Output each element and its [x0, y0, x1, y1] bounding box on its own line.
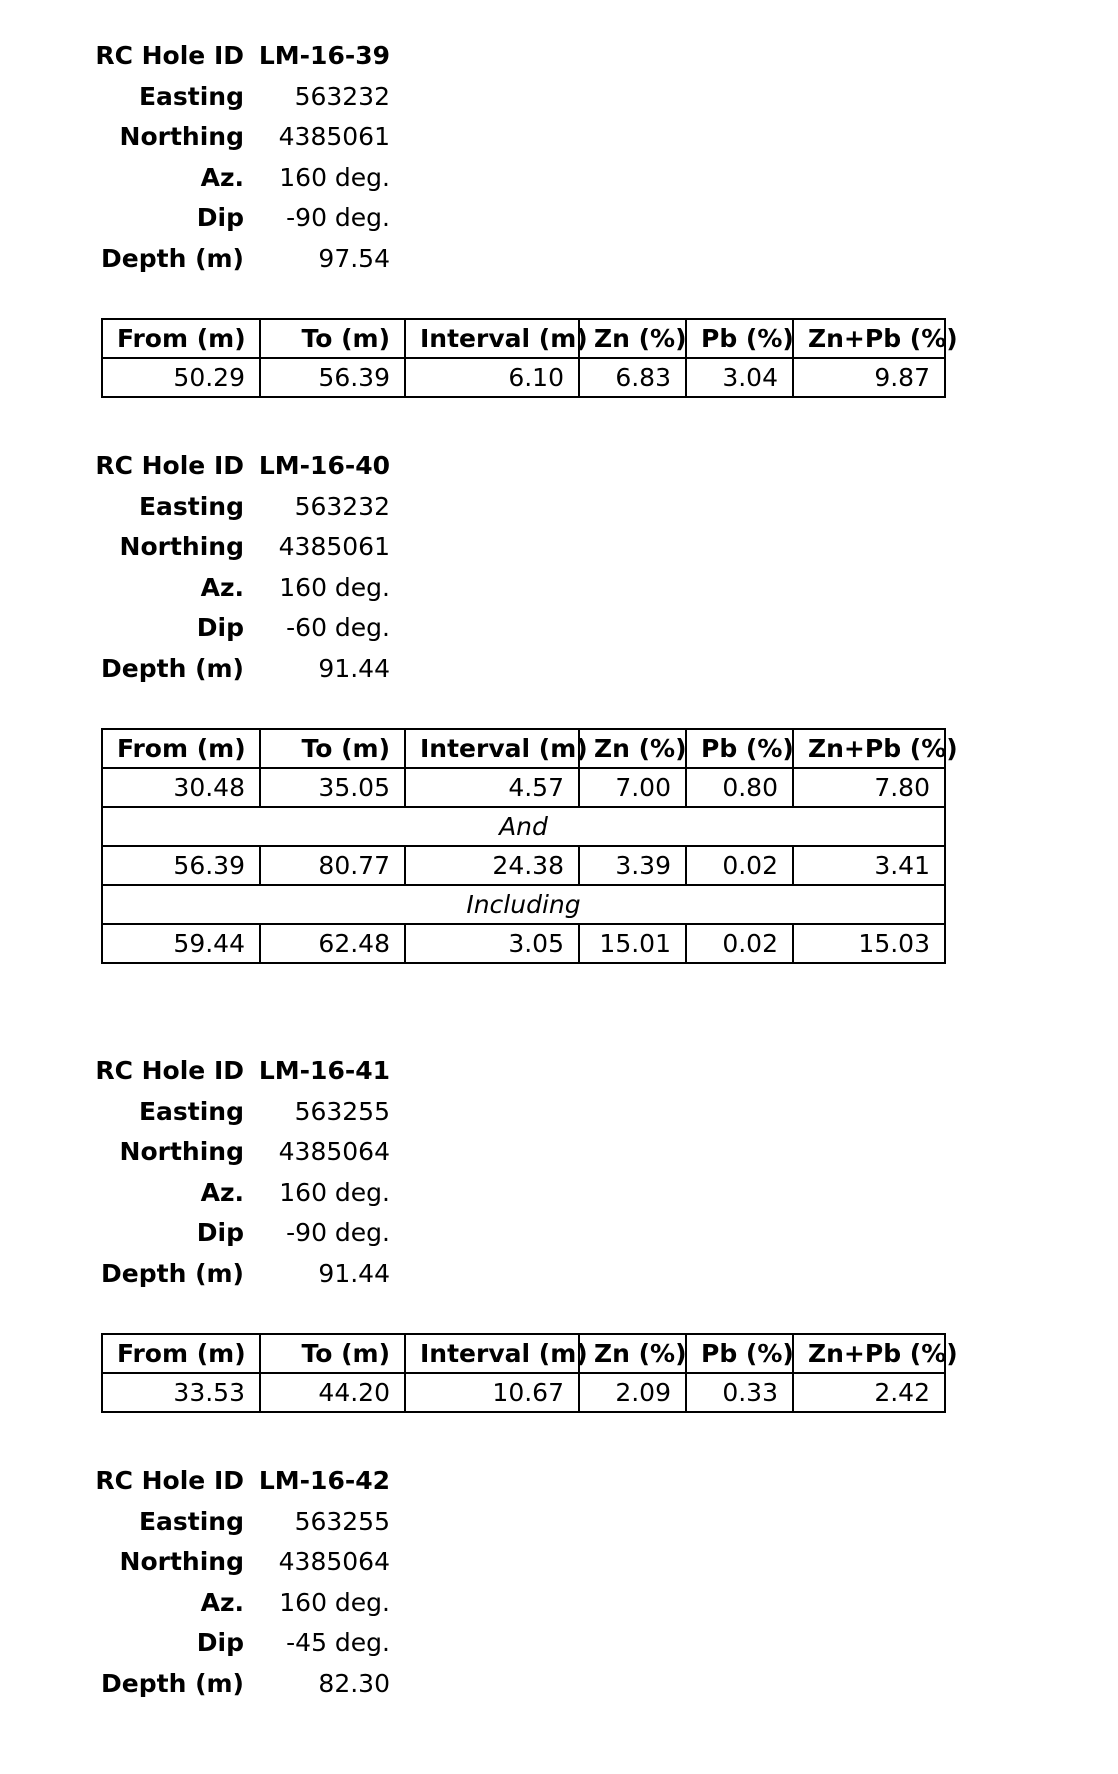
table-cell: 0.80 [686, 768, 793, 807]
info-label-hole-id: RC Hole ID [95, 451, 244, 480]
table-cell: 30.48 [102, 768, 260, 807]
table-cell: 2.09 [579, 1373, 686, 1412]
table-note-row [102, 807, 945, 846]
table-cell: 10.67 [405, 1373, 579, 1412]
info-value-easting: 563255 [294, 1506, 390, 1536]
info-label-easting: Easting [138, 1096, 244, 1126]
interval-note: Including [102, 885, 945, 924]
info-label-easting: Easting [138, 491, 244, 521]
table-cell: 50.29 [102, 358, 260, 397]
info-label-dip: Dip [196, 613, 244, 642]
table-header-row [102, 729, 945, 768]
table-row [102, 846, 945, 885]
info-value-azimuth: 160 deg. [279, 162, 390, 192]
assay-table [101, 728, 958, 964]
table-cell: 33.53 [102, 1373, 260, 1412]
column-header: Interval (m) [405, 319, 579, 358]
column-header: Pb (%) [686, 319, 793, 358]
table-cell: 6.83 [579, 358, 686, 397]
table-cell: 3.05 [405, 924, 579, 963]
table-header-row [102, 1334, 945, 1373]
column-header: From (m) [102, 1334, 260, 1373]
info-value-depth: 91.44 [318, 1258, 390, 1288]
info-label-easting: Easting [138, 81, 244, 111]
table-cell: 7.80 [793, 768, 945, 807]
info-value-northing: 4385064 [278, 1137, 390, 1166]
table-cell: 3.39 [579, 846, 686, 885]
table-cell: 3.04 [686, 358, 793, 397]
info-label-depth: Depth (m) [101, 1668, 244, 1698]
table-row [102, 924, 945, 963]
column-header: Zn+Pb (%) [793, 319, 945, 358]
interval-note: And [102, 807, 945, 846]
info-value-dip: -60 deg. [286, 613, 390, 642]
info-value-depth: 97.54 [318, 243, 390, 273]
table-cell: 2.42 [793, 1373, 945, 1412]
assay-table [101, 1333, 958, 1413]
table-cell: 56.39 [102, 846, 260, 885]
info-value-easting: 563232 [294, 491, 390, 521]
info-value-hole-id: LM-16-42 [258, 1466, 390, 1495]
table-cell: 0.33 [686, 1373, 793, 1412]
info-label-hole-id: RC Hole ID [95, 1056, 244, 1085]
info-value-hole-id: LM-16-39 [258, 41, 390, 70]
table-cell: 80.77 [260, 846, 405, 885]
info-value-northing: 4385064 [278, 1547, 390, 1576]
table-cell: 9.87 [793, 358, 945, 397]
info-label-dip: Dip [196, 1218, 244, 1247]
assay-table [101, 318, 958, 398]
info-label-northing: Northing [119, 532, 244, 561]
column-header: To (m) [260, 1334, 405, 1373]
info-label-depth: Depth (m) [101, 653, 244, 683]
info-value-easting: 563255 [294, 1096, 390, 1126]
column-header: Zn (%) [579, 1334, 686, 1373]
info-value-northing: 4385061 [278, 122, 390, 151]
table-cell: 15.03 [793, 924, 945, 963]
info-label-azimuth: Az. [200, 572, 244, 602]
table-cell: 4.57 [405, 768, 579, 807]
column-header: To (m) [260, 729, 405, 768]
info-label-depth: Depth (m) [101, 1258, 244, 1288]
info-label-depth: Depth (m) [101, 243, 244, 273]
column-header: Pb (%) [686, 729, 793, 768]
table-cell: 7.00 [579, 768, 686, 807]
info-label-northing: Northing [119, 1547, 244, 1576]
info-label-northing: Northing [119, 1137, 244, 1166]
info-label-easting: Easting [138, 1506, 244, 1536]
info-label-hole-id: RC Hole ID [95, 41, 244, 70]
table-row [102, 1373, 945, 1412]
table-row [102, 768, 945, 807]
table-cell: 62.48 [260, 924, 405, 963]
info-value-hole-id: LM-16-40 [258, 451, 390, 480]
table-row [102, 358, 945, 397]
column-header: Zn+Pb (%) [793, 729, 945, 768]
column-header: From (m) [102, 729, 260, 768]
column-header: To (m) [260, 319, 405, 358]
info-value-dip: -90 deg. [286, 1218, 390, 1247]
info-label-azimuth: Az. [200, 162, 244, 192]
table-cell: 24.38 [405, 846, 579, 885]
info-label-dip: Dip [196, 1628, 244, 1657]
info-value-easting: 563232 [294, 81, 390, 111]
info-value-northing: 4385061 [278, 532, 390, 561]
info-label-azimuth: Az. [200, 1177, 244, 1207]
info-label-dip: Dip [196, 203, 244, 232]
table-cell: 35.05 [260, 768, 405, 807]
table-cell: 59.44 [102, 924, 260, 963]
table-note-row [102, 885, 945, 924]
table-cell: 0.02 [686, 924, 793, 963]
table-cell: 0.02 [686, 846, 793, 885]
info-value-azimuth: 160 deg. [279, 572, 390, 602]
table-cell: 56.39 [260, 358, 405, 397]
table-cell: 3.41 [793, 846, 945, 885]
column-header: Zn+Pb (%) [793, 1334, 945, 1373]
info-value-depth: 82.30 [318, 1668, 390, 1698]
info-label-azimuth: Az. [200, 1587, 244, 1617]
column-header: Zn (%) [579, 319, 686, 358]
info-value-dip: -45 deg. [286, 1628, 390, 1657]
column-header: Interval (m) [405, 729, 579, 768]
column-header: Zn (%) [579, 729, 686, 768]
column-header: From (m) [102, 319, 260, 358]
info-value-depth: 91.44 [318, 653, 390, 683]
table-cell: 6.10 [405, 358, 579, 397]
info-label-hole-id: RC Hole ID [95, 1466, 244, 1495]
info-label-northing: Northing [119, 122, 244, 151]
table-cell: 44.20 [260, 1373, 405, 1412]
table-cell: 15.01 [579, 924, 686, 963]
info-value-azimuth: 160 deg. [279, 1177, 390, 1207]
info-value-azimuth: 160 deg. [279, 1587, 390, 1617]
info-value-hole-id: LM-16-41 [258, 1056, 390, 1085]
column-header: Pb (%) [686, 1334, 793, 1373]
info-value-dip: -90 deg. [286, 203, 390, 232]
table-header-row [102, 319, 945, 358]
column-header: Interval (m) [405, 1334, 579, 1373]
